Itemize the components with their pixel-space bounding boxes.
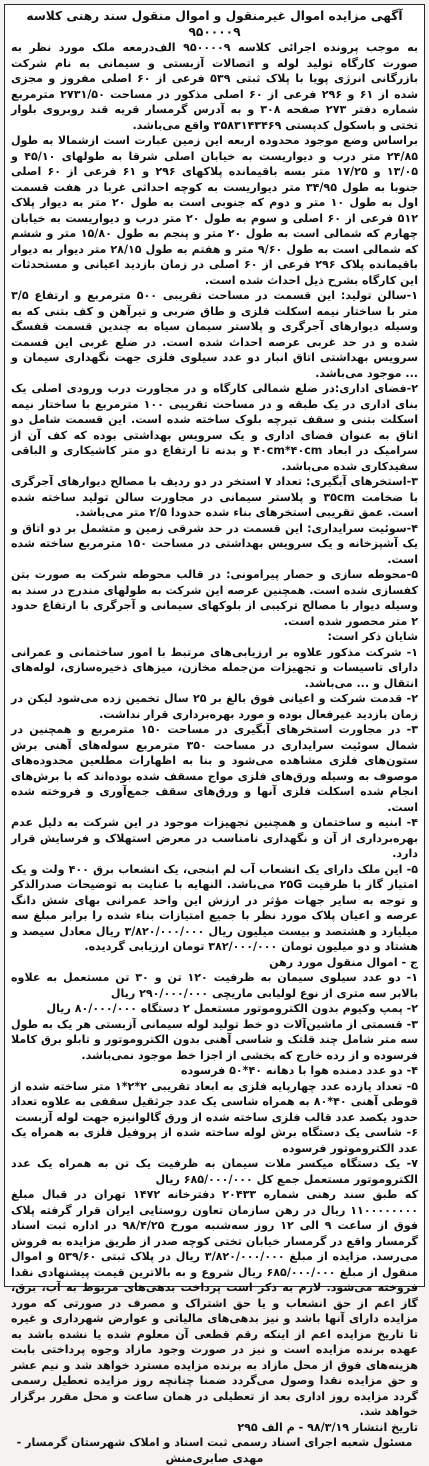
notice-title: آگهی مزایده اموال غیرمنقول و اموال منقول سند رهنی کلاسه ۹۵۰۰۰۰۹: [26, 9, 403, 39]
movables-heading: ج - اموال منقول مورد رهن: [269, 955, 418, 969]
movable-item: ۱- دو عدد سیلوی سیمان به ظرفیت ۱۲۰ تن و ۳۰ تن مستعمل به علاوه بالابر سه متری از نوع لولیابی ماریچی ۲۹۰/۰۰۰/۰۰۰ ریال: [11, 971, 418, 1000]
movable-item: ۲- پمپ وکیوم بدون الکتروموتور مستعمل ۲ دستگاه ۸۰/۰۰۰/۰۰۰ ریال: [46, 1002, 418, 1015]
note-removed-sheds: ۳- در مجاورت استخرهای آبگیری در مساحت ۱۵۰ مترمربع و همچنین در شمال سوئیت سرایداری در مساحت ۳۵۰ مترمربع سوله‌های آهنی برش ستون‌های فلزی مشاهده می‌شود و بنا به اظهارات مطلعین محدوده‌های موصوف به وسیله ورق‌های فلزی مواج مسقف شده بوده‌اند که با برش‌های انجام شده اسکلت فلزی آنها و ورق‌های سقف جمع‌آوری و فروخته شده است.: [11, 723, 419, 814]
movable-item: ۳- قسمتی از ماشین‌آلات دو خط تولید لوله سیمانی آزبستی هر یک به طول سه متر شامل چند قلتک و شاسی آهنی بدون الکتروموتور و تابلو برق کاملا فرسوده و از رده خارج که بخشی از اجزا خط موجود نمی‌باشد.: [11, 1017, 418, 1062]
movable-item: ۶- شاسی یک دستگاه برش لوله ساخته شده از پروفیل فلزی به همراه یک عدد الکتروموتور فرسوده: [11, 1126, 418, 1155]
item-caretaker-suite: ۴-سوئیت سرایداری: این قسمت در حد شرقی زمین و متشمل بر دو اتاق و یک آشپزخانه و یک سرویس بهداشتی در مساحت ۱۵۰ مترمربع ساخته شده است.: [11, 521, 418, 566]
official-signature: مسئول شعبه اجرای اسناد رسمی ثبت اسناد و املاک شهرستان گرمسار - مهدی صابری‌منش: [16, 1436, 413, 1465]
notes-heading: شایان ذکر است:: [327, 630, 418, 643]
item-water-pools: ۳-استخرهای آبگیری: تعداد ۷ استخر در دو ردیف با مصالح دیوارهای آجرگری با ضخامت ۳۵cm و پلاستر سیمانی در مجاورت سالن تولید ساخته شده است. عمق تقریبی استخرهای بناء شده حدودا ۲/۵ متر می‌باشد.: [11, 475, 418, 519]
newspaper-clipping: [4, 4, 425, 1465]
movable-item: ۷- یک دستگاه میکسر ملات سیمان به ظرفیت یک تن به همراه یک عدد الکتروموتور مستعمل جمع کل ۶۸۵/۰۰۰/۰۰۰ ریال: [11, 1157, 418, 1186]
note-facilities: ۱- شرکت مذکور علاوه بر ارزیابی‌های مرتبط با امور ساختمانی و عمرانی دارای تاسیسات و تجهیزات من‌جمله مخازن، میزهای ذخیره‌سازی، لوله‌های انتقال و ... می‌باشد.: [11, 645, 418, 690]
movable-item: ۴- دو عدد دمنده هوا با دهانه ۴۰*۵۰ فرسوده: [180, 1064, 418, 1077]
note-building-age: ۲- قدمت شرکت و اعیانی فوق بالغ بر ۲۵ سال تخمین زده می‌شود لیکن در زمان بازدید غیرفعال بوده و مورد بهره‌برداری قرار نداشت.: [11, 692, 418, 721]
item-yard-and-fence: ۵-محوطه سازی و حصار پیرامونی: در قالب محوطه شرکت به صورت بتن کفسازی شده است. همچنین عرصه این شرکت به طولهای مندرج در سند به وسیله دیوار با مصالح ترکیبی از بلوکهای سیمانی و آجرگری با ارتفاع حدود ۲ متر محصور شده است.: [11, 568, 418, 628]
note-utilities-valuation: ۵- این ملک دارای یک انشعاب آب لم ابنجی، یک انشعاب برق ۴۰۰ ولت و یک امتیاز گاز با ظرفیت ۲۵G می‌باشد. النهایه با عنایت به توضیحات صدرالذکر و توجه به سایر جهات مؤثر در ارزش این واحد عمرانی بهای شش دانگ عرصه و اعیان پلاک مورد نظر با جمیع امتیازات بناء شده را برابر مبلغ سه میلیارد و هشتصد و بیست میلیون ریال ۳/۸۲۰/۰۰۰/۰۰۰ ریال معادل سیصد و هشتاد و دو میلیون تومان ۳۸۲/۰۰۰/۰۰۰ تومان ارزیابی گردیده.: [11, 862, 418, 953]
auction-terms: که طبق سند رهنی شماره ۲۰۴۳۳ دفترخانه ۱۴۷۲ تهران در قبال مبلغ ۱۱۰۰۰۰۰۰۰۰ ریال در رهن سازمان تعاون روستایی ایران قرار گرفته پلاک فوق از ساعت ۹ الی ۱۲ روز سه‌شنبه مورخ ۹۸/۴/۲۵ در اداره ثبت اسناد گرمسار واقع در گرمسار خیابان تختی کوچه صدر از طریق مزایده به فروش می‌رسد. مزایده از مبلغ ۳/۸۲۰/۰۰۰/۰۰۰ ریال در پلاک ثبتی ۵۳۹/۶۰ و اموال منقول از مبلغ ۶۸۵/۰۰۰/۰۰۰ ریال شروع و به بالاترین قیمت پیشنهادی نقدا فروخته می‌شود. لازم به ذکر است پرداخت بدهی‌های مربوط به آب، برق، گاز اعم از حق انشعاب و یا حق اشتراک و مصرف در صورتی که مورد مزایده دارای آنها باشد و نیز بدهی‌های مالیاتی و عوارض شهرداری و غیره تا تاریخ مزایده اعم از اینکه رقم قطعی آن معلوم شده یا نشده باشد به عهده برنده مزایده است و نیز در صورت وجود مازاد وجوه پرداختی بابت هزینه‌های فوق از محل مازاد به برنده مزایده مسترد خواهد شد و نیم عشر و حق مزایده نقدا وصول می‌گردد ضمنا چنانچه روز مزایده تعطیل رسمی گردد مزایده روز اداری بعد از تعطیلی در همان ساعت و محل مقرر برگزار خواهد شد.: [11, 1188, 419, 1418]
movable-item: ۵- تعداد یازده عدد چهارپایه فلزی به ابعاد تقریبی ۲*۲*۱ متر ساخته شده از قوطی آهنی ۴۰*۸۰ به همراه شاسی یک عدد جرثقیل سقفی به علاوه تعداد حدود یکصد عدد قالب فلزی ساخته شده از ورق گالوانیزه جهت لوله آزبست: [11, 1079, 418, 1124]
property-description: براساس وضع موجود محدوده اربعه این زمین عبارت است ازشمالا به طول ۲۴/۸۵ متر درب و دیواریست به خیابان اصلی شرقا به طولهای ۴۵/۱۰ و ۱۳/۰۵ و ۱۷/۲۵ متر بسه باقیمانده پلاکهای ۲۹۶ و ۶۱ فرعی از ۶۰ اصلی جنوبا به طول ۳۴/۹۵ متر دیواریست به کوچه احداثی غربا در هفت قسمت اول به طول ۱۰ متر و دوم که جنوبی است به طول ۲۰ متر به دیوار پلاک ۵۱۲ فرعی از ۶۰ اصلی و سوم به طول ۲۰ متر درب و دیواریست به خیابان چهارم که شمالی است به طول ۲۰ متر و پنجم به طول ۱۵/۸۰ متر و ششم که شمالی است به طول ۹/۶۰ متر و هفتم به طول ۲۸/۱۵ متر دیوار به دیوار باقیمانده پلاک ۲۹۶ فرعی از ۶۰ اصلی در زمان بازدید اعیانی و مستحدثات این کارگاه بشرح ذیل احداث شده است.: [11, 134, 419, 287]
notice-column: [5, 5, 424, 1466]
item-office-space: ۲-فضای اداری:در ضلع شمالی کارگاه و در مجاورت درب ورودی اصلی یک بنای اداری در یک طبقه و در مساحت تقریبی ۱۰۰ مترمربع با ساختار نیمه اسکلت بتنی و سقف تیرچه بلوک ساخته شده است. این قسمت شامل دو اتاق به عنوان فضای اداری و یک سرویس بهداشتی بوده که کف آن از سرامیک در ابعاد ۴۰cm*۴۰cm و بدنه تا ارتفاع دو متر کاشیکاری و الباقی سفیدکاری شده می‌باشد.: [11, 382, 418, 473]
publication-date: تاریخ انتشار ۹۸/۳/۱۹ - م الف ۲۹۵: [237, 1420, 418, 1434]
item-production-hall: ۱-سالن تولید: این قسمت در مساحت تقریبی ۵۰۰ مترمربع و ارتفاع ۳/۵ متر با ساختار نیمه اسکلت فلزی و طاق ضربی و تیرآهن و کف بتنی که به وسیله دیوارهای آجرگری و پلاستر سیمان سیاه به چندین قسمت قفسگ شده و در حد غربی عرصه احداث شده است. در ضلع غربی این قسمت سرویس بهداشتی اتاق انبار دو عدد سیلوی فلزی جهت نگهداری سیمان و ... موجود می‌باشد.: [11, 289, 418, 380]
note-depreciation: ۴- ابنیه و ساختمان و همچنین تجهیزات موجود در این شرکت به دلیل عدم بهره‌برداری از آن و نگهداری نامناسب در معرض استهلاک و فرسایش قرار دارد.: [11, 816, 418, 860]
notice-intro: به موجب پرونده اجرائی کلاسه ۹۵۰۰۰۰۹ الف‌درمعه ملک مورد نظر به صورت کارگاه تولید لوله و اتصالات آزبستی و سیمانی به نام شرکت بازرگانی انرژی پویا با پلاک ثبتی ۵۳۹ فرعی از ۶۰ اصلی مفروز و مجزی شده از ۶۱ و ۲۹۶ فرعی از ۶۰ اصلی مذکور در مساحت ۲۷۳۱/۵۰ مترمربع شماره دفتر ۲۷۳ صفحه ۳۰۸ و به آدرس گرمسار قریه قند روبروی بلوار تختی و باسکول کدپستی ۳۵۸۳۱۴۳۴۶۹ واقع می‌باشد.: [11, 41, 419, 132]
